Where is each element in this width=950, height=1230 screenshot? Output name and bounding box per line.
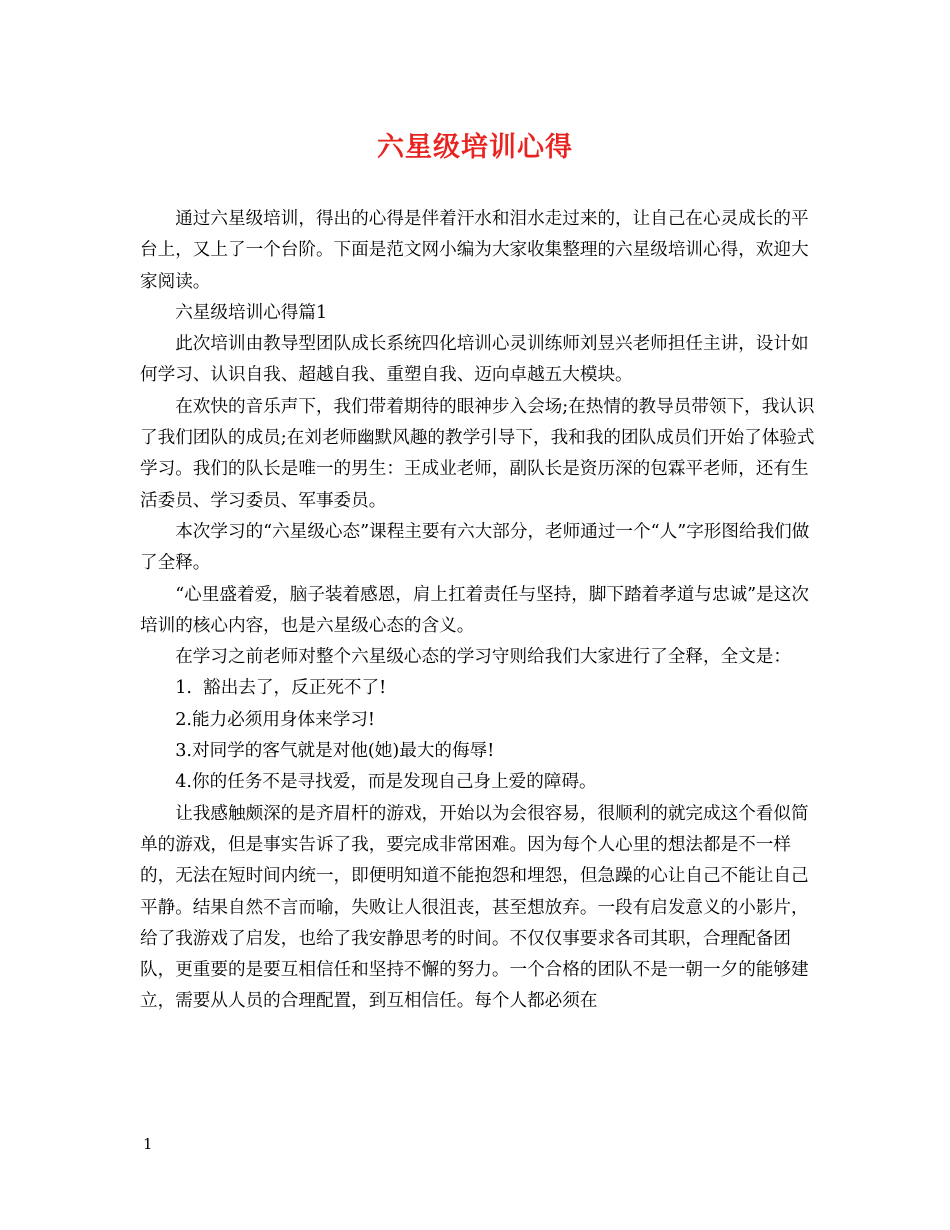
document-title: 六星级培训心得	[377, 132, 573, 163]
paragraph: 本次学习的“六星级心态”课程主要有六大部分，老师通过一个“人”字形图给我们做了全释。	[140, 521, 810, 574]
list-item: 2.能力必须用身体来学习!	[175, 709, 375, 730]
page-number: 1	[143, 1135, 153, 1153]
list-item: 3.对同学的客气就是对他(她)最大的侮辱!	[175, 741, 495, 762]
paragraph: 在欢快的音乐声下，我们带着期待的眼神步入会场;在热情的教导员带领下，我认识了我们团队的成员;在刘老师幽默风趣的教学引导下，我和我的团队成员们开始了体验式学习。我们的队长是唯一的男生：王成业老师，副队长是资历深的包霖平老师，还有生活委员、学习委员、军事委员。	[140, 396, 815, 511]
paragraph: “心里盛着爱，脑子装着感恩，肩上扛着责任与坚持，脚下踏着孝道与忠诚”是这次培训的核心内容，也是六星级心态的含义。	[140, 584, 809, 636]
section-heading: 六星级培训心得篇1	[175, 302, 328, 323]
paragraph: 让我感触颇深的是齐眉杆的游戏，开始以为会很容易，很顺利的就完成这个看似简单的游戏，但是事实告诉了我，要完成非常困难。因为每个人心里的想法都是不一样的，无法在短时间内统一，即便明知道不能抱怨和埋怨，但急躁的心让自己不能让自己平静。结果自然不言而喻，失败让人很沮丧，甚至想放弃。一段有启发意义的小影片，给了我游戏了启发，也给了我安静思考的时间。不仅仅事要求各司其职，合理配备团队，更重要的是要互相信任和坚持不懈的努力。一个合格的团队不是一朝一夕的能够建立，需要从人员的合理配置，到互相信任。每个人都必须在	[140, 803, 809, 1012]
document-body	[140, 204, 820, 1018]
list-item: 1. 豁出去了，反正死不了!	[175, 678, 387, 699]
list-item: 4.你的任务不是寻找爱，而是发现自己身上爱的障碍。	[175, 772, 597, 793]
paragraph: 在学习之前老师对整个六星级心态的学习守则给我们大家进行了全释，全文是：	[175, 647, 791, 668]
paragraph-intro: 通过六星级培训，得出的心得是伴着汗水和泪水走过来的，让自己在心灵成长的平台上，又上了一个台阶。下面是范文网小编为大家收集整理的六星级培训心得，欢迎大家阅读。	[140, 209, 809, 292]
paragraph: 此次培训由教导型团队成长系统四化培训心灵训练师刘昱兴老师担任主讲，设计如何学习、认识自我、超越自我、重塑自我、迈向卓越五大模块。	[140, 334, 809, 386]
